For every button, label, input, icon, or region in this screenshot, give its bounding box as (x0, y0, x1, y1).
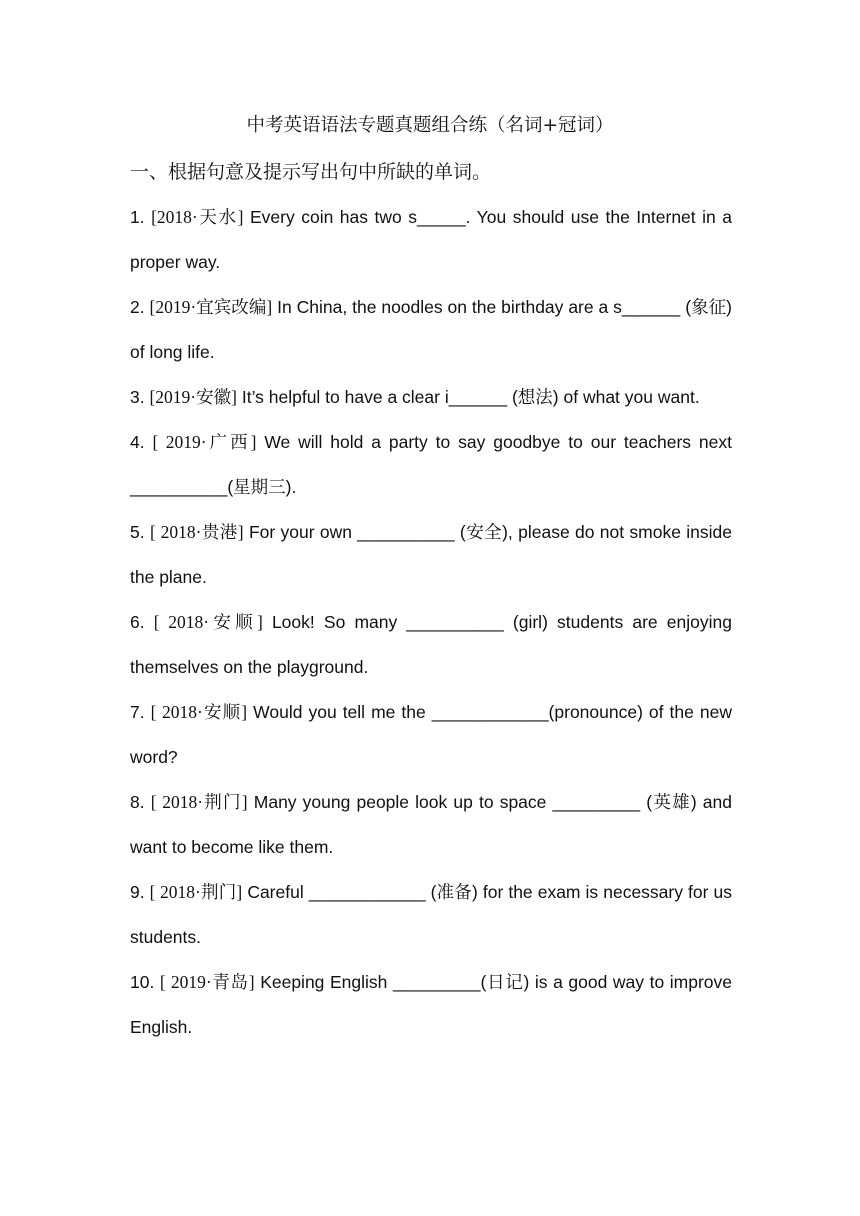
question-item (130, 195, 732, 285)
question-number: 3. (130, 387, 145, 407)
question-item (130, 960, 732, 1050)
question-source: [ 2018·安顺] (150, 702, 248, 722)
document-title: 中考英语语法专题真题组合练（名词+冠词） (246, 115, 614, 136)
question-text: Every coin has two s_____. You should use the Internet in a proper way. (130, 207, 732, 272)
question-text: Would you tell me the ____________(pronounce) of the new word? (130, 702, 732, 767)
section-heading: 一、根据句意及提示写出句中所缺的单词。 (130, 161, 492, 183)
question-source: [ 2018·荆门] (150, 792, 248, 812)
question-text: Keeping English _________(日记) is a good way to improve English. (130, 972, 732, 1037)
question-text: We will hold a party to say goodbye to our teachers next __________(星期三). (130, 432, 732, 497)
question-item (130, 285, 732, 375)
question-text: In China, the noodles on the birthday are a s______ (象征) of long life. (130, 297, 732, 362)
question-number: 8. (130, 792, 145, 812)
question-text: Look! So many __________ (girl) students are enjoying themselves on the playground. (130, 612, 732, 677)
question-number: 2. (130, 297, 145, 317)
question-source: [2019·宜宾改编] (149, 297, 273, 317)
question-item (130, 420, 732, 510)
question-item (130, 690, 732, 780)
question-text: It’s helpful to have a clear i______ (想法) of what you want. (241, 387, 700, 407)
question-number: 10. (130, 972, 155, 992)
question-number: 7. (130, 702, 145, 722)
question-source: [ 2019·广西] (152, 432, 257, 452)
question-list (130, 195, 732, 1050)
question-item (130, 510, 732, 600)
question-number: 4. (130, 432, 145, 452)
question-source: [ 2019·青岛] (159, 972, 255, 992)
question-number: 9. (130, 882, 145, 902)
question-text: Careful ____________ (准备) for the exam is necessary for us students. (130, 882, 732, 947)
question-number: 1. (130, 207, 145, 227)
question-source: [ 2018·贵港] (149, 522, 244, 542)
question-item (130, 780, 732, 870)
question-number: 5. (130, 522, 145, 542)
question-text: Many young people look up to space _________ (英雄) and want to become like them. (130, 792, 732, 857)
question-source: [ 2018·荆门] (149, 882, 243, 902)
question-text: For your own __________ (安全), please do not smoke inside the plane. (130, 522, 732, 587)
question-item (130, 870, 732, 960)
question-source: [2019·安徽] (149, 387, 237, 407)
question-source: [2018·天水] (151, 207, 244, 227)
question-item (130, 375, 732, 420)
question-number: 6. (130, 612, 145, 632)
question-item (130, 600, 732, 690)
question-source: [ 2018·安顺] (153, 612, 263, 632)
